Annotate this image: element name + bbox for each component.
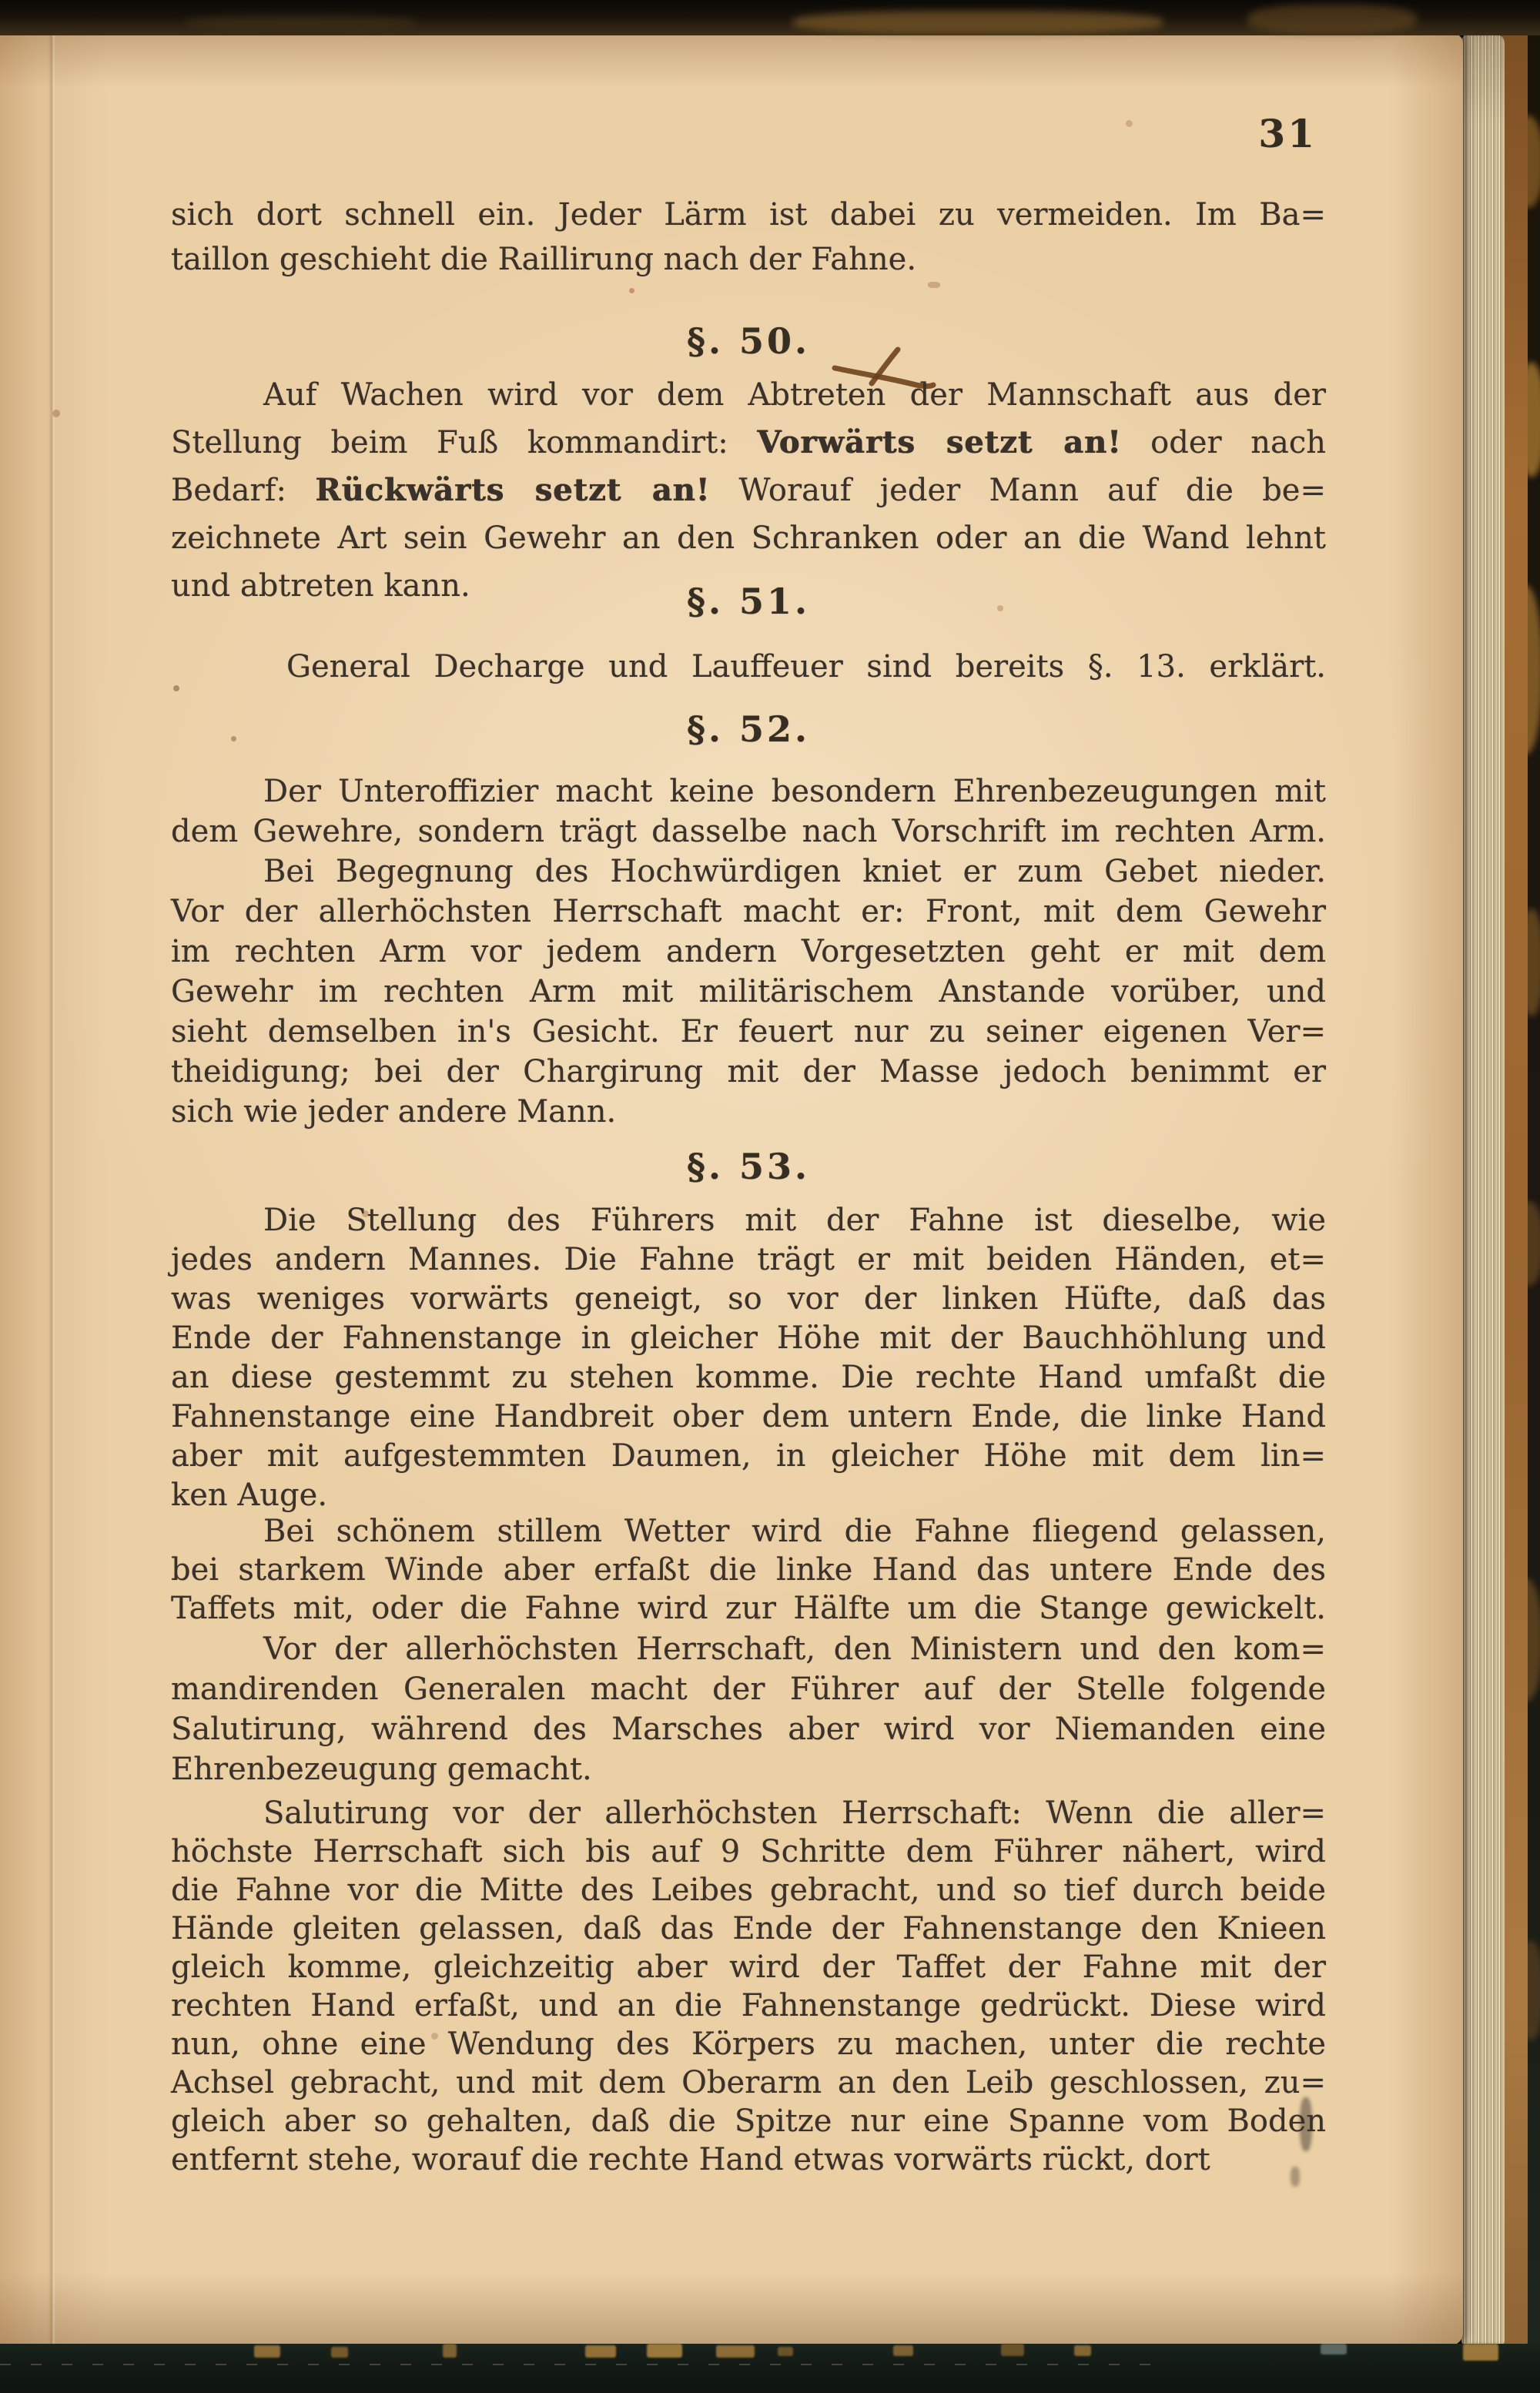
paragraph-53b [171,1512,1326,1628]
text-line: bei starkem Winde aber erfaßt die linke Hand das untere Ende des [171,1552,1326,1588]
text-line: Gewehr im rechten Arm mit militärischem Anstande vorüber, und [171,974,1326,1009]
text-line: Salutirung vor der allerhöchsten Herrschaft: Wenn die aller= [263,1796,1326,1831]
page-corner-fleck [254,2345,280,2358]
page-corner-fleck [716,2345,755,2358]
page-corner-fleck [647,2344,682,2358]
paragraph-53d [171,1794,1326,2179]
text-line: mandirenden Generalen macht der Führer auf der Stelle folgende [171,1672,1326,1707]
text-segment: Stellung beim Fuß kommandirt: [171,425,758,460]
cover-marbling-spot [793,11,1163,34]
text-line: ken Auge. [171,1478,328,1513]
book-cover-top-edge [0,0,1540,35]
cover-marbling-spot [1247,5,1417,34]
paper-speck [1126,120,1133,127]
text-line: und abtreten kann. [171,568,470,604]
command-phrase: Rückwärts setzt an! [315,472,711,508]
text-line: an diese gestemmt zu stehen komme. Die rechte Hand umfaßt die [171,1360,1326,1395]
paper-speck [629,288,634,293]
intro-paragraph [171,192,1326,282]
text-line: Der Unteroffizier macht keine besondern Ehrenbezeugungen mit [263,774,1326,809]
paper-speck [928,282,940,288]
paragraph-53c [171,1629,1326,1789]
text-line [171,419,1326,467]
text-segment: Worauf jeder Mann auf die be= [710,473,1326,508]
text-line: entfernt stehe, worauf die rechte Hand etwas vorwärts rückt, dort [171,2142,1210,2177]
book-cover-inner-edge [1502,31,1528,2345]
page-gutter-crease [48,34,55,2345]
text-line: Taffets mit, oder die Fahne wird zur Hälfte um die Stange gewickelt. [171,1591,1326,1626]
page-edges-stack [1461,34,1505,2345]
section-heading-53: §. 53. [686,1146,811,1187]
text-line: aber mit aufgestemmten Daumen, in gleicher Höhe mit dem lin= [171,1438,1326,1474]
paper-speck [52,410,60,417]
paragraph-52 [171,771,1326,1132]
text-line: Bei Begegnung des Hochwürdigen kniet er zum Gebet nieder. [263,854,1326,889]
section-heading-50: §. 50. [686,320,811,362]
page-corner-fleck [585,2345,616,2358]
text-line: was weniges vorwärts geneigt, so vor der linken Hüfte, daß das [171,1281,1326,1317]
text-line: Fahnenstange eine Handbreit ober dem untern Ende, die linke Hand [171,1399,1326,1434]
text-segment: Bedarf: [171,473,316,508]
page-corner-fleck [1321,2344,1347,2355]
text-line: sieht demselben in's Gesicht. Er feuert nur zu seiner eigenen Ver= [171,1014,1326,1049]
page-corner-fleck [331,2347,348,2358]
text-line: zeichnete Art sein Gewehr an den Schranken oder an die Wand lehnt [171,520,1326,556]
text-line: Ehrenbezeugung gemacht. [171,1752,592,1787]
text-line: theidigung; bei der Chargirung mit der Masse jedoch benimmt er [171,1054,1326,1089]
text-line [171,467,1326,514]
text-line: die Fahne vor die Mitte des Leibes gebracht, und so tief durch beide [171,1873,1326,1908]
text-line: Ende der Fahnenstange in gleicher Höhe mit der Bauchhöhlung und [171,1320,1326,1356]
text-line: General Decharge und Lauffeuer sind bereits §. 13. erklärt. [286,649,1326,684]
book-page [0,34,1463,2345]
text-line: dem Gewehre, sondern trägt dasselbe nach Vorschrift im rechten Arm. [171,814,1326,849]
page-corner-fleck [778,2347,793,2356]
cover-seam [0,2364,1155,2365]
text-line: höchste Herrschaft sich bis auf 9 Schritte dem Führer nähert, wird [171,1834,1326,1869]
text-line: Hände gleiten gelassen, daß das Ende der Fahnenstange den Knieen [171,1911,1326,1946]
text-line: sich wie jeder andere Mann. [171,1094,617,1130]
command-phrase: Vorwärts setzt an! [757,424,1122,460]
text-segment: oder nach [1121,425,1326,460]
page-number: 31 [1258,111,1317,156]
book-cover-bottom-edge [0,2344,1540,2393]
page-corner-fleck [1074,2345,1091,2356]
section-heading-52: §. 52. [686,708,811,750]
text-line: Bei schönem stillem Wetter wird die Fahne fliegend gelassen, [263,1514,1326,1549]
page-corner-fleck [1463,2344,1498,2361]
paragraph-50 [171,371,1326,610]
text-line: Achsel gebracht, und mit dem Oberarm an den Leib geschlossen, zu= [171,2065,1326,2100]
page-corner-fleck [443,2344,457,2358]
text-line: im rechten Arm vor jedem andern Vorgesetzten geht er mit dem [171,934,1326,969]
text-line: taillon geschieht die Raillirung nach der Fahne. [171,242,917,277]
text-line: Auf Wachen wird vor dem Abtreten der Mannschaft aus der [263,377,1326,413]
text-line: Vor der allerhöchsten Herrschaft, den Ministern und den kom= [263,1632,1326,1667]
text-line: rechten Hand erfaßt, und an die Fahnenstange gedrückt. Diese wird [171,1988,1326,2023]
text-line: nun, ohne eine Wendung des Körpers zu machen, unter die rechte [171,2027,1326,2062]
cover-marbling-spot [185,15,416,29]
paragraph-53a [171,1201,1326,1515]
page-corner-fleck [1001,2344,1024,2356]
text-line: gleich komme, gleichzeitig aber wird der Taffet der Fahne mit der [171,1950,1326,1985]
paragraph-51 [171,645,1326,688]
text-line: Vor der allerhöchsten Herrschaft macht er: Front, mit dem Gewehr [171,894,1326,929]
page-corner-fleck [893,2345,913,2356]
text-line: Salutirung, während des Marsches aber wird vor Niemanden eine [171,1712,1326,1747]
text-line: sich dort schnell ein. Jeder Lärm ist dabei zu vermeiden. Im Ba= [171,197,1326,233]
text-line: gleich aber so gehalten, daß die Spitze nur eine Spanne vom Boden [171,2103,1326,2139]
text-line: Die Stellung des Führers mit der Fahne ist dieselbe, wie [263,1203,1326,1238]
section-heading-51: §. 51. [686,581,811,622]
text-line: jedes andern Mannes. Die Fahne trägt er mit beiden Händen, et= [171,1242,1326,1277]
